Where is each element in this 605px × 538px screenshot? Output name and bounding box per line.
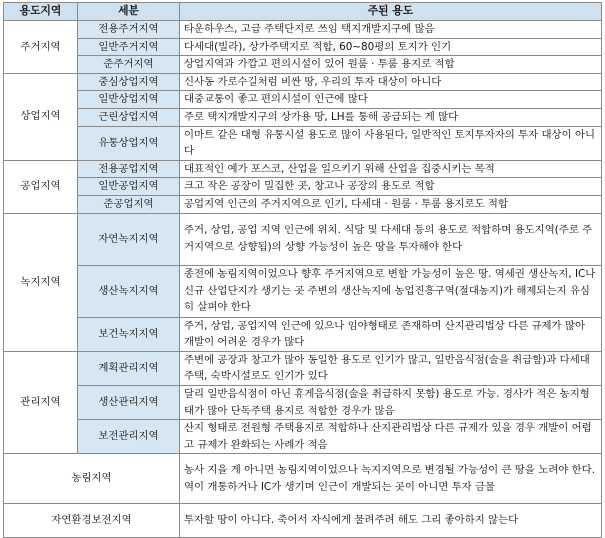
table-row [4, 265, 602, 317]
use-cell: 종전에 농림지역이었으나 향후 주거지역으로 변할 가능성이 높은 땅. 역세권 생산녹지, IC나 신규 산업단지가 생기는 곳 주변의 생산녹지에 농업진흥구역(절대농지)가 해제되는지 유심히 살펴야 한다 [180, 265, 602, 317]
zone-cell: 주거지역 [4, 21, 78, 74]
table-row [4, 385, 602, 419]
subzone-cell: 유통상업지역 [78, 126, 180, 160]
table-row [4, 178, 602, 196]
use-cell: 산지 형태로 전원형 주택용지로 적합하나 산지관리법상 다른 규제가 있을 경우 개발이 어렵고 규제가 완화되는 사례가 적음 [180, 420, 602, 454]
zone-cell: 자연환경보전지역 [4, 504, 180, 538]
use-cell: 타운하우스, 고급 주택단지로 쓰임 택지개발지구에 많음 [180, 21, 602, 39]
table-row [4, 56, 602, 74]
subzone-cell: 보건녹지지역 [78, 317, 180, 351]
subzone-cell: 중심상업지역 [78, 73, 180, 91]
table-row [4, 160, 602, 178]
table-row [4, 317, 602, 351]
subzone-cell: 준공업지역 [78, 195, 180, 213]
use-cell: 상업지역과 가깝고 편의시설이 있어 원룸 · 투룸 용지로 적합 [180, 56, 602, 74]
use-cell: 달리 일반음식점이 아닌 휴게음식점(술을 취급하지 못함) 용도로 가능. 경사가 적은 농지형태가 많아 단독주택 용지로 적합한 경우가 많음 [180, 385, 602, 419]
use-cell: 농사 지을 게 아니면 농림지역이었으나 녹지지역으로 변경될 가능성이 큰 땅을 노려야 한다. 역이 개통하거나 IC가 생기며 인근이 개발되는 곳이 아니면 투자 금물 [180, 454, 602, 504]
zone-cell: 관리지역 [4, 351, 78, 454]
table-row [4, 351, 602, 385]
use-cell: 투자할 땅이 아니다. 죽어서 자식에게 물려주려 해도 그리 좋아하지 않는다 [180, 504, 602, 538]
use-cell: 신사동 가로수길처럼 비싼 땅, 우리의 투자 대상이 아니다 [180, 73, 602, 91]
table-row [4, 195, 602, 213]
table-row [4, 21, 602, 39]
subzone-cell: 일반상업지역 [78, 91, 180, 109]
zone-cell: 농림지역 [4, 454, 180, 504]
subzone-cell: 준주거지역 [78, 56, 180, 74]
header-row [4, 3, 602, 21]
subzone-cell: 생산녹지지역 [78, 265, 180, 317]
table-row [4, 213, 602, 265]
subzone-cell: 전용공업지역 [78, 160, 180, 178]
zone-cell: 공업지역 [4, 160, 78, 213]
subzone-cell: 전용주거지역 [78, 21, 180, 39]
use-cell: 대중교통이 좋고 편의시설이 인근에 많다 [180, 91, 602, 109]
subzone-cell: 근린상업지역 [78, 108, 180, 126]
use-cell: 주거, 상업, 공업지역 인근에 있으나 임야형태로 존재하며 산지관리법상 다른 규제가 많아 개발이 어려운 경우가 많다 [180, 317, 602, 351]
zone-cell: 녹지지역 [4, 213, 78, 351]
subzone-cell: 생산관리지역 [78, 385, 180, 419]
table-row [4, 108, 602, 126]
table-row [4, 454, 602, 504]
use-cell: 주변에 공장과 창고가 많아 동일한 용도로 인기가 많고, 일반음식점(술을 취급함)과 다세대주택, 숙박시설로도 인기가 있다 [180, 351, 602, 385]
table-row [4, 38, 602, 56]
use-cell: 이마트 같은 대형 유통시설 용도로 많이 사용된다, 일반적인 토지투자자의 투자 대상이 아니다 [180, 126, 602, 160]
use-cell: 다세대(빌라), 상가주택지로 적합, 60~80평의 토지가 인기 [180, 38, 602, 56]
use-cell: 크고 작은 공장이 밀집한 곳, 창고나 공장의 용도로 적합 [180, 178, 602, 196]
use-cell: 대표적인 예가 포스코, 산업을 일으키기 위해 산업을 집중시키는 목적 [180, 160, 602, 178]
header-main-use: 주된 용도 [180, 3, 602, 21]
subzone-cell: 자연녹지지역 [78, 213, 180, 265]
use-cell: 주거, 상업, 공업 지역 인근에 위치. 식당 및 다세대 등의 용도로 적합하며 용도지역(주로 주거지역으로 상향됨)의 상향 가능성이 높은 땅을 투자해야 한다 [180, 213, 602, 265]
use-cell: 주로 택지개발지구의 상가용 땅, LH를 통해 공급되는 게 많다 [180, 108, 602, 126]
subzone-cell: 일반주거지역 [78, 38, 180, 56]
table-row [4, 73, 602, 91]
table-row [4, 91, 602, 109]
use-cell: 공업지역 인근의 주거지역으로 인기, 다세대 · 원룸 · 투룸 용지로도 적합 [180, 195, 602, 213]
zone-cell: 상업지역 [4, 73, 78, 160]
header-subzone: 세분 [78, 3, 180, 21]
table-row [4, 420, 602, 454]
subzone-cell: 일반공업지역 [78, 178, 180, 196]
subzone-cell: 계획관리지역 [78, 351, 180, 385]
header-zone: 용도지역 [4, 3, 78, 21]
table-row [4, 126, 602, 160]
subzone-cell: 보전관리지역 [78, 420, 180, 454]
zoning-table [3, 2, 602, 538]
